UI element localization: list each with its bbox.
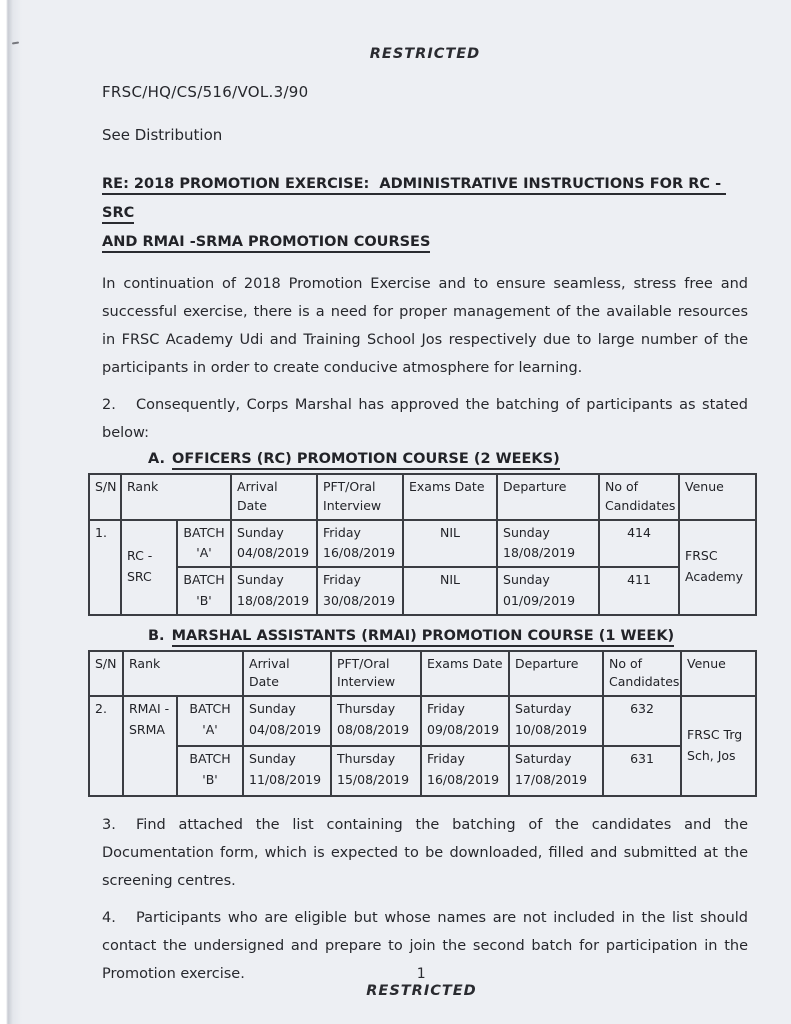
section-b-label: B.: [148, 627, 165, 644]
table-row: [89, 746, 756, 796]
table-a-header-arrival: Arrival Date: [231, 474, 317, 520]
table-b-header-departure: Departure: [509, 651, 603, 697]
exams-cell: Friday 09/08/2019: [421, 696, 509, 746]
batch-cell: BATCH 'A': [177, 520, 231, 568]
table-b-header-row: [89, 651, 756, 697]
candidates-cell: 631: [603, 746, 681, 796]
batch-cell: BATCH 'B': [177, 746, 243, 796]
body-paragraph-3: [102, 811, 748, 895]
exams-cell: Friday 16/08/2019: [421, 746, 509, 796]
departure-cell: Saturday 10/08/2019: [509, 696, 603, 746]
section-a-title: OFFICERS (RC) PROMOTION COURSE (2 WEEKS): [172, 451, 560, 470]
paragraph-3-number: 3.: [102, 817, 116, 833]
departure-cell: Saturday 17/08/2019: [509, 746, 603, 796]
paragraph-3-text: Find attached the list containing the batching of the candidates and the Documentation form, which is expected to be downloaded, filled and submitted at the screening centres.: [102, 817, 748, 889]
body-paragraph-2: [102, 391, 748, 447]
paragraph-2-text: Consequently, Corps Marshal has approved the batching of participants as stated below:: [102, 397, 748, 441]
table-a-header-departure: Departure: [497, 474, 599, 520]
pft-cell: Thursday 08/08/2019: [331, 696, 421, 746]
table-a-header-sn: S/N: [89, 474, 121, 520]
arrival-cell: Sunday 04/08/2019: [243, 696, 331, 746]
pft-cell: Thursday 15/08/2019: [331, 746, 421, 796]
reference-number: FRSC/HQ/CS/516/VOL.3/90: [102, 83, 309, 101]
table-b-header-venue: Venue: [681, 651, 756, 697]
paragraph-2-number: 2.: [102, 397, 116, 413]
table-row: [89, 567, 756, 615]
table-b-header-sn: S/N: [89, 651, 123, 697]
body-paragraph-1: In continuation of 2018 Promotion Exercise and to ensure seamless, stress free and successful exercise, there is a need for proper management of the available resources in FRSC Academy Udi and Training School Jos respectively due to large number of the participants in order to create conducive atmosphere for learning.: [102, 276, 748, 376]
table-row: [89, 696, 756, 746]
batch-cell: BATCH 'A': [177, 696, 243, 746]
subject-title-line-2: AND RMAI -SRMA PROMOTION COURSES: [102, 228, 748, 257]
candidates-cell: 632: [603, 696, 681, 746]
section-a-heading: [148, 451, 748, 467]
table-b-venue-cell: FRSC Trg Sch, Jos: [681, 696, 756, 796]
batch-cell: BATCH 'B': [177, 567, 231, 615]
scan-artifact-mark: [12, 42, 19, 45]
subject-title-line-1: RE: 2018 PROMOTION EXERCISE: ADMINISTRATIVE INSTRUCTIONS FOR RC - SRC: [102, 170, 748, 228]
table-b-header-candidates: No of Candidates: [603, 651, 681, 697]
subject-title: [102, 170, 748, 257]
table-a-header-venue: Venue: [679, 474, 756, 520]
departure-cell: Sunday 18/08/2019: [497, 520, 599, 568]
page-footer: [88, 966, 755, 999]
table-b-header-rank: Rank: [123, 651, 243, 697]
arrival-cell: Sunday 18/08/2019: [231, 567, 317, 615]
paragraph-4-number: 4.: [102, 910, 116, 926]
candidates-cell: 414: [599, 520, 679, 568]
table-a-venue-cell: FRSC Academy: [679, 520, 756, 615]
pft-cell: Friday 16/08/2019: [317, 520, 403, 568]
table-a-rank-cell: RC - SRC: [121, 520, 177, 615]
table-a-header-exams: Exams Date: [403, 474, 497, 520]
page-number: 1: [416, 966, 427, 982]
table-b-sn-cell: 2.: [89, 696, 123, 796]
table-b-header-pft: PFT/Oral Interview: [331, 651, 421, 697]
classification-banner-top: RESTRICTED: [369, 46, 481, 62]
section-b-title: MARSHAL ASSISTANTS (RMAI) PROMOTION COURSE (1 WEEK): [172, 628, 675, 647]
arrival-cell: Sunday 11/08/2019: [243, 746, 331, 796]
section-a-label: A.: [148, 451, 165, 467]
candidates-cell: 411: [599, 567, 679, 615]
pft-cell: Friday 30/08/2019: [317, 567, 403, 615]
table-officers-rc: [88, 473, 757, 616]
table-a-header-row: [89, 474, 756, 520]
classification-banner-bottom: RESTRICTED: [366, 983, 477, 999]
paragraph-4-text: Participants who are eligible but whose names are not included in the list should contact the undersigned and prepare to join the second batch for participation in the Promotion exercise.: [102, 910, 748, 982]
table-b-header-arrival: Arrival Date: [243, 651, 331, 697]
exams-cell: NIL: [403, 567, 497, 615]
table-a-sn-cell: 1.: [89, 520, 121, 615]
section-b-heading: [148, 628, 748, 644]
table-a-header-rank: Rank: [121, 474, 231, 520]
distribution-line: See Distribution: [102, 126, 223, 144]
table-b-header-exams: Exams Date: [421, 651, 509, 697]
departure-cell: Sunday 01/09/2019: [497, 567, 599, 615]
arrival-cell: Sunday 04/08/2019: [231, 520, 317, 568]
table-row: [89, 520, 756, 568]
table-b-rank-cell: RMAI - SRMA: [123, 696, 177, 796]
document-content: [95, 0, 748, 988]
exams-cell: NIL: [403, 520, 497, 568]
table-marshal-assistants-rmai: [88, 650, 757, 798]
table-a-header-pft: PFT/Oral Interview: [317, 474, 403, 520]
table-a-header-candidates: No of Candidates: [599, 474, 679, 520]
